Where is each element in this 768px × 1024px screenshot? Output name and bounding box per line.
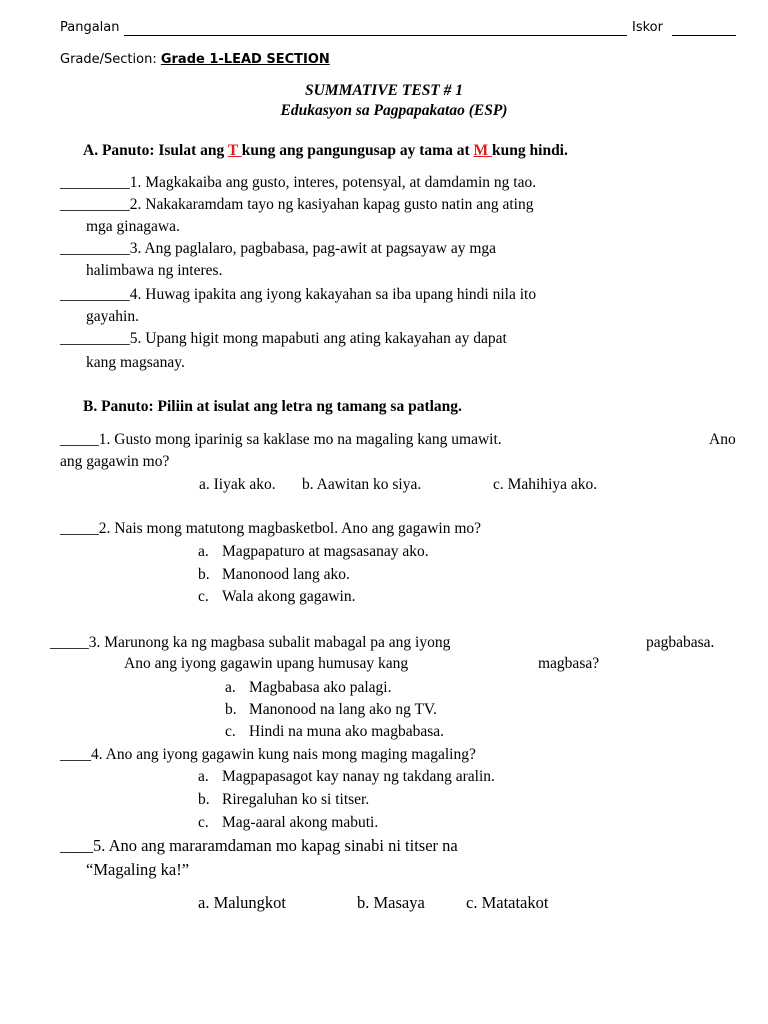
section-a-item-1: _________1. Magkakaiba ang gusto, interes, potensyal, at damdamin ng tao.	[60, 174, 537, 191]
score-label: Iskor	[632, 20, 663, 35]
section-b-q2: _____2. Nais mong matutong magbasketbol. Ano ang gagawin mo?	[60, 520, 482, 537]
section-b-q3-cont-end: magbasa?	[538, 655, 600, 672]
q5-option-b[interactable]: b. Masaya	[357, 893, 425, 912]
q3-option-c[interactable]: c.	[225, 723, 236, 740]
section-a-item-2-cont: mga ginagawa.	[86, 218, 180, 235]
answer-blank[interactable]: ____	[60, 746, 91, 763]
answer-blank[interactable]: _________	[60, 286, 130, 303]
section-b-q1-end: Ano	[709, 431, 736, 448]
q4-option-c[interactable]: c.	[198, 814, 209, 831]
q2-option-c-text: Wala akong gagawin.	[222, 588, 356, 605]
answer-blank[interactable]: _________	[60, 174, 130, 191]
section-b-instruction: B. Panuto: Piliin at isulat ang letra ng tamang sa patlang.	[83, 398, 462, 415]
q5-option-c[interactable]: c. Matatakot	[466, 893, 549, 912]
grade-section-label: Grade/Section:	[60, 52, 157, 67]
section-a-item-2: _________2. Nakakaramdam tayo ng kasiyahan kapag gusto natin ang ating	[60, 196, 534, 213]
true-letter: T	[227, 142, 242, 159]
section-b-q3: _____3. Marunong ka ng magbasa subalit mabagal pa ang iyong	[50, 634, 451, 651]
score-blank-line[interactable]	[672, 35, 736, 36]
q1-option-a[interactable]: a. Iiyak ako.	[199, 476, 276, 493]
section-b-q4: ____4. Ano ang iyong gagawin kung nais mong maging magaling?	[60, 746, 476, 763]
q4-option-b-text: Riregaluhan ko si titser.	[222, 791, 370, 808]
answer-blank[interactable]: _____	[50, 634, 89, 651]
section-b-q1: _____1. Gusto mong iparinig sa kaklase mo na magaling kang umawit.	[60, 431, 502, 448]
section-b-q5-cont: “Magaling ka!”	[86, 860, 190, 879]
section-a-item-3-cont: halimbawa ng interes.	[86, 262, 223, 279]
answer-blank[interactable]: _________	[60, 196, 130, 213]
q1-option-c[interactable]: c. Mahihiya ako.	[493, 476, 598, 493]
name-label: Pangalan	[60, 20, 120, 35]
q2-option-b-text: Manonood lang ako.	[222, 566, 350, 583]
q4-option-a-text: Magpapasagot kay nanay ng takdang aralin.	[222, 768, 495, 785]
answer-blank[interactable]: _________	[60, 240, 130, 257]
q4-option-b[interactable]: b.	[198, 791, 210, 808]
answer-blank[interactable]: ____	[60, 836, 93, 855]
q3-option-b[interactable]: b.	[225, 701, 237, 718]
answer-blank[interactable]: _____	[60, 520, 99, 537]
q1-option-b[interactable]: b. Aawitan ko siya.	[302, 476, 422, 493]
section-a-item-4-cont: gayahin.	[86, 308, 139, 325]
section-a-item-4: _________4. Huwag ipakita ang iyong kakayahan sa iba upang hindi nila ito	[60, 286, 537, 303]
subject-title: Edukasyon sa Pagpapakatao (ESP)	[280, 102, 508, 119]
section-b-q3-cont: Ano ang iyong gagawin upang humusay kang	[124, 655, 409, 672]
false-letter: M	[473, 142, 493, 159]
q5-option-a[interactable]: a. Malungkot	[198, 893, 286, 912]
grade-section-row	[60, 52, 330, 67]
q2-option-b[interactable]: b.	[198, 566, 210, 583]
section-a-item-5-cont: kang magsanay.	[86, 354, 185, 371]
q2-option-c[interactable]: c.	[198, 588, 209, 605]
q3-option-c-text: Hindi na muna ako magbabasa.	[249, 723, 444, 740]
section-b-q1-cont: ang gagawin mo?	[60, 453, 170, 470]
test-title: SUMMATIVE TEST # 1	[304, 82, 464, 99]
answer-blank[interactable]: _________	[60, 330, 130, 347]
section-a-instruction: A. Panuto: Isulat ang T kung ang pangungusap ay tama at M kung hindi.	[83, 142, 568, 159]
q2-option-a[interactable]: a.	[198, 543, 209, 560]
q3-option-a[interactable]: a.	[225, 679, 236, 696]
q3-option-b-text: Manonood na lang ako ng TV.	[249, 701, 437, 718]
section-a-item-5: _________5. Upang higit mong mapabuti ang ating kakayahan ay dapat	[60, 330, 507, 347]
answer-blank[interactable]: _____	[60, 431, 99, 448]
section-b-q3-end: pagbabasa.	[646, 634, 715, 651]
q4-option-a[interactable]: a.	[198, 768, 209, 785]
section-a-item-3: _________3. Ang paglalaro, pagbabasa, pag-awit at pagsayaw ay mga	[60, 240, 497, 257]
grade-section-value: Grade 1-LEAD SECTION	[160, 52, 330, 67]
section-b-q5: ____5. Ano ang mararamdaman mo kapag sinabi ni titser na	[60, 836, 458, 855]
q2-option-a-text: Magpapaturo at magsasanay ako.	[222, 543, 429, 560]
q4-option-c-text: Mag-aaral akong mabuti.	[222, 814, 379, 831]
name-blank-line[interactable]	[124, 35, 627, 36]
q3-option-a-text: Magbabasa ako palagi.	[249, 679, 392, 696]
